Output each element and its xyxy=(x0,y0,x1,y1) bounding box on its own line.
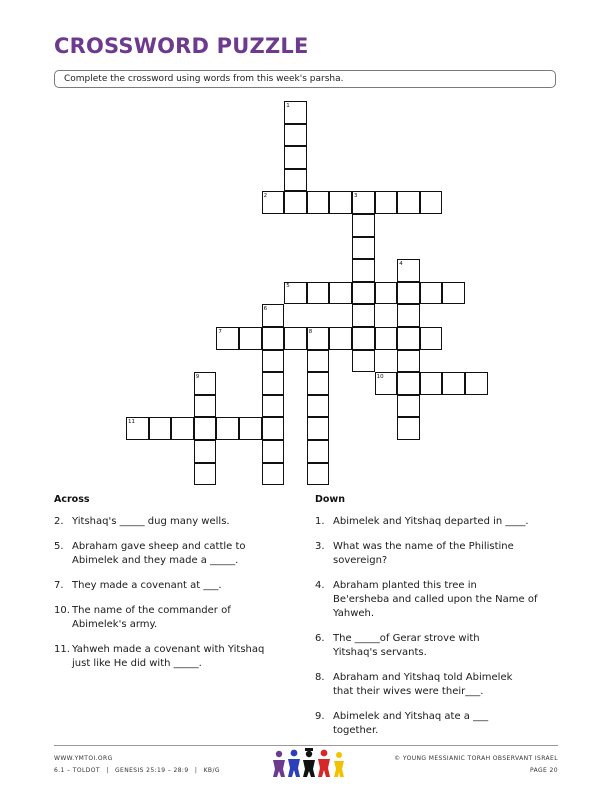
instructions-box: Complete the crossword using words from this week's parsha. xyxy=(54,70,556,88)
crossword-cell xyxy=(307,372,330,395)
clue-number-label: 7 xyxy=(218,328,222,335)
clue-number-label: 2 xyxy=(263,192,268,199)
figure-blue xyxy=(288,750,300,777)
crossword-cell xyxy=(284,169,307,192)
clue-text-line: Be'ersheba and called upon the Name of xyxy=(333,594,538,605)
clue-text-line: The name of the commander of xyxy=(72,605,231,616)
clue-text-line: Yahweh made a covenant with Yitshaq xyxy=(72,644,265,655)
figure-red xyxy=(318,750,330,777)
crossword-cell xyxy=(262,327,285,350)
crossword-cell xyxy=(420,372,443,395)
footer-reference: GENESIS 25:19 – 28:9 xyxy=(114,767,189,774)
crossword-cell xyxy=(307,350,330,373)
clue-number-label: 5 xyxy=(286,283,290,290)
people-logo xyxy=(270,748,346,778)
crossword-cell xyxy=(149,417,172,440)
crossword-cell xyxy=(284,327,307,350)
crossword-cell xyxy=(329,282,352,305)
clue-number-label: 11 xyxy=(128,418,135,425)
footer-divider xyxy=(54,745,558,746)
clue-number: 8. xyxy=(315,672,325,683)
page-title: CROSSWORD PUZZLE xyxy=(54,34,309,58)
crossword-cell xyxy=(397,372,420,395)
crossword-cell xyxy=(442,282,465,305)
across-heading: Across xyxy=(54,494,90,505)
clue-text-line: Abraham and Yitshaq told Abimelek xyxy=(333,672,513,683)
crossword-cell xyxy=(420,191,443,214)
clue-text-line: Yitshaq's servants. xyxy=(333,647,427,658)
clue-text-line: sovereign? xyxy=(333,555,388,566)
clue-number-label: 6 xyxy=(263,305,268,312)
crossword-cell xyxy=(352,282,375,305)
crossword-cell xyxy=(194,395,217,418)
crossword-cell xyxy=(397,327,420,350)
clue-number-label: 8 xyxy=(308,328,313,335)
clue-number: 11. xyxy=(54,644,70,655)
clue-number: 6. xyxy=(315,633,325,644)
clue-text-line: Abraham planted this tree in xyxy=(333,580,477,591)
clue-text-line: just like He did with _____. xyxy=(72,658,202,669)
footer-lesson-info: 6.1 – TOLDOT | GENESIS 25:19 – 28:9 | KB/G xyxy=(54,767,220,774)
crossword-cell xyxy=(194,417,217,440)
crossword-cell xyxy=(239,327,262,350)
clue-number-label: 10 xyxy=(376,373,384,380)
crossword-cell xyxy=(352,237,375,260)
crossword-cell xyxy=(352,327,375,350)
footer-site: WWW.YMTOI.ORG xyxy=(54,755,113,762)
crossword-cell xyxy=(284,191,307,214)
crossword-cell xyxy=(262,463,285,486)
clue-text-line: Abimelek's army. xyxy=(72,619,158,630)
crossword-cell xyxy=(442,372,465,395)
clue-text-line: Abraham gave sheep and cattle to xyxy=(72,541,246,552)
clue-text-line: Yahweh. xyxy=(333,608,375,619)
clue-text-line: Abimelek and Yitshaq departed in ____. xyxy=(333,516,529,527)
clue-number-label: 4 xyxy=(399,260,403,267)
crossword-cell xyxy=(397,282,420,305)
clue-number: 9. xyxy=(315,711,325,722)
crossword-cell xyxy=(352,350,375,373)
clue-number: 5. xyxy=(54,541,64,552)
clue-text-line: The _____of Gerar strove with xyxy=(333,633,480,644)
crossword-cell xyxy=(352,304,375,327)
figure-yellow xyxy=(334,752,344,777)
crossword-cell xyxy=(397,304,420,327)
crossword-cell xyxy=(307,417,330,440)
clue-number-label: 3 xyxy=(354,192,358,199)
clue-number: 2. xyxy=(54,516,64,527)
clue-text-line: Abimelek and they made a _____. xyxy=(72,555,239,566)
figure-black xyxy=(303,748,315,777)
footer-page-number: PAGE 20 xyxy=(529,767,558,774)
crossword-cell xyxy=(307,395,330,418)
clue-number: 7. xyxy=(54,580,64,591)
crossword-cell xyxy=(262,372,285,395)
clue-number: 10. xyxy=(54,605,70,616)
crossword-cell xyxy=(307,191,330,214)
clue-number-label: 9 xyxy=(195,373,200,380)
crossword-cell xyxy=(262,440,285,463)
crossword-cell xyxy=(352,214,375,237)
clue-number-label: 1 xyxy=(286,102,290,109)
footer-lesson: 6.1 – TOLDOT xyxy=(54,767,100,774)
crossword-cell xyxy=(239,417,262,440)
clue-text-line: together. xyxy=(333,725,379,736)
footer-copyright: © YOUNG MESSIANIC TORAH OBSERVANT ISRAEL xyxy=(394,755,558,762)
footer-grade: KB/G xyxy=(203,767,220,774)
crossword-cell xyxy=(284,124,307,147)
crossword-cell xyxy=(262,395,285,418)
clue-number: 1. xyxy=(315,516,325,527)
crossword-cell xyxy=(397,395,420,418)
down-heading: Down xyxy=(315,494,345,505)
crossword-cell xyxy=(216,417,239,440)
clue-text-line: They made a covenant at ___. xyxy=(72,580,222,591)
clue-text-line: What was the name of the Philistine xyxy=(333,541,514,552)
crossword-cell xyxy=(329,327,352,350)
crossword-cell xyxy=(171,417,194,440)
crossword-cell xyxy=(397,191,420,214)
crossword-cell xyxy=(194,463,217,486)
crossword-cell xyxy=(329,191,352,214)
figure-purple xyxy=(273,751,285,777)
crossword-cell xyxy=(307,440,330,463)
crossword-cell xyxy=(352,259,375,282)
clue-text-line: Yitshaq's _____ dug many wells. xyxy=(72,516,230,527)
crossword-cell xyxy=(375,327,398,350)
clue-number: 3. xyxy=(315,541,325,552)
crossword-cell xyxy=(397,417,420,440)
crossword-cell xyxy=(194,440,217,463)
crossword-cell xyxy=(307,282,330,305)
crossword-cell xyxy=(307,463,330,486)
clue-text-line: that their wives were their___. xyxy=(333,686,484,697)
crossword-cell xyxy=(375,191,398,214)
crossword-cell xyxy=(375,282,398,305)
crossword-cell xyxy=(262,350,285,373)
crossword-cell xyxy=(262,417,285,440)
crossword-cell xyxy=(397,350,420,373)
crossword-cell xyxy=(420,327,443,350)
crossword-cell xyxy=(465,372,488,395)
crossword-cell xyxy=(284,146,307,169)
clue-number: 4. xyxy=(315,580,325,591)
clue-text-line: Abimelek and Yitshaq ate a ___ xyxy=(333,711,489,722)
crossword-cell xyxy=(420,282,443,305)
